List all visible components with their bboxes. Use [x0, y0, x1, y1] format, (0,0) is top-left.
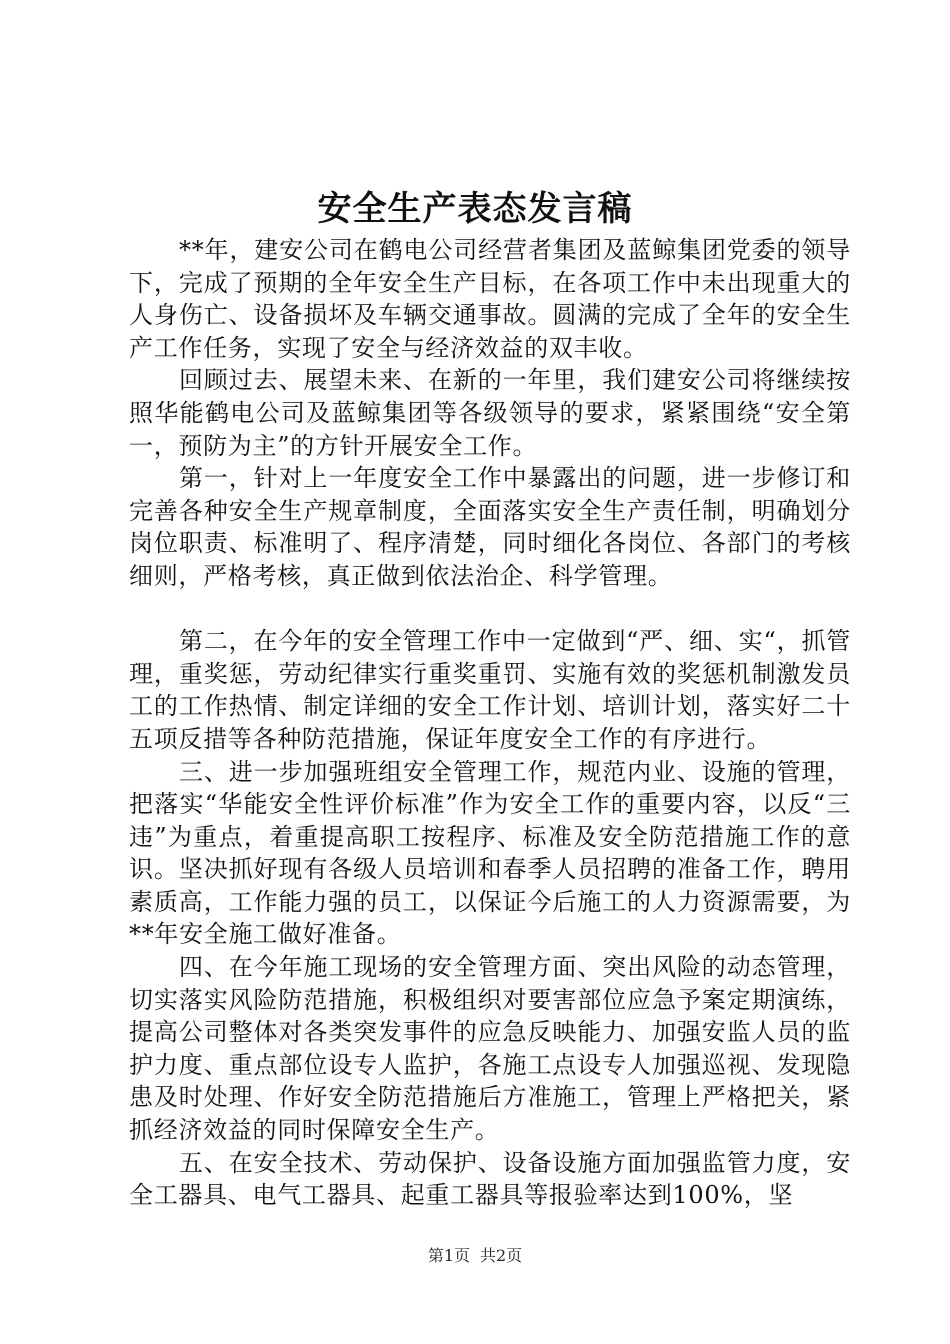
page-total: 共2页	[480, 1246, 523, 1265]
document-title: 安全生产表态发言稿	[317, 189, 633, 229]
paragraph-3: 第一，针对上一年度安全工作中暴露出的问题，进一步修订和完善各种安全生产规章制度，全面落实安全生产责任制，明确划分岗位职责、标准明了、程序清楚，同时细化各岗位、各部门的考核细则，严格考核，真正做到依法治企、科学管理。	[129, 464, 851, 590]
paragraph-4: 第二，在今年的安全管理工作中一定做到“严、细、实“，抓管理，重奖惩，劳动纪律实行重奖重罚、实施有效的奖惩机制激发员工的工作热情、制定详细的安全工作计划、培训计划，落实好二十五项反措等各种防范措施，保证年度安全工作的有序进行。	[129, 627, 851, 753]
paragraph-6: 四、在今年施工现场的安全管理方面、突出风险的动态管理，切实落实风险防范措施，积极组织对要害部位应急予案定期演练，提高公司整体对各类突发事件的应急反映能力、加强安监人员的监护力度、重点部位设专人监护，各施工点设专人加强巡视、发现隐患及时处理、作好安全防范措施后方准施工，管理上严格把关，紧抓经济效益的同时保障安全生产。	[129, 953, 851, 1145]
paragraph-5: 三、进一步加强班组安全管理工作，规范内业、设施的管理，把落实“华能安全性评价标准”作为安全工作的重要内容，以反“三违”为重点，着重提高职工按程序、标准及安全防范措施工作的意识。坚决抓好现有各级人员培训和春季人员招聘的准备工作，聘用素质高，工作能力强的员工，以保证今后施工的人力资源需要，为**年安全施工做好准备。	[129, 757, 851, 949]
page-number: 第1页	[427, 1246, 470, 1265]
paragraph-1: **年，建安公司在鹤电公司经营者集团及蓝鲸集团党委的领导下，完成了预期的全年安全生产目标，在各项工作中未出现重大的人身伤亡、设备损坏及车辆交通事故。圆满的完成了全年的安全生产工作任务，实现了安全与经济效益的双丰收。	[129, 236, 851, 362]
paragraph-7: 五、在安全技术、劳动保护、设备设施方面加强监管力度，安全工器具、电气工器具、起重工器具等报验率达到100%，坚	[129, 1148, 851, 1210]
document-body	[129, 234, 851, 1212]
blank-line	[129, 593, 851, 626]
paragraph-2: 回顾过去、展望未来、在新的一年里，我们建安公司将继续按照华能鹤电公司及蓝鲸集团等各级领导的要求，紧紧围绕“安全第一，预防为主”的方针开展安全工作。	[129, 366, 851, 460]
page-footer	[0, 1244, 950, 1268]
